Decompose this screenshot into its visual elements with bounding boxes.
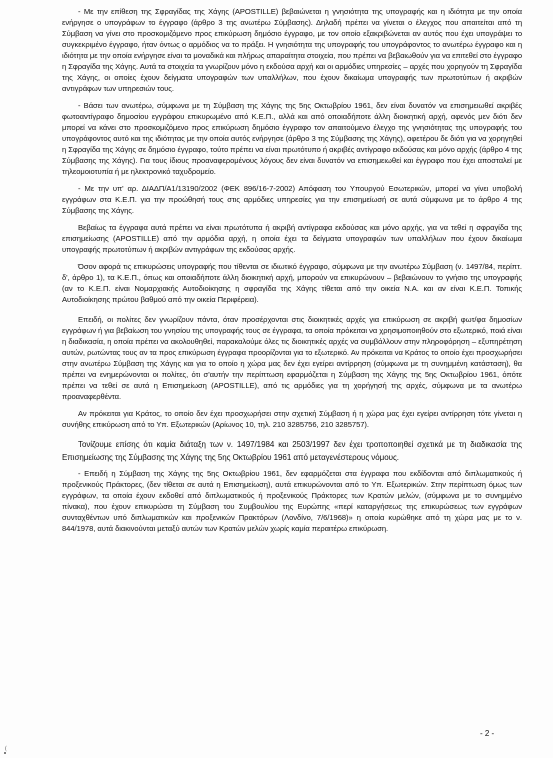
paragraph-photocopy-restriction: - Βάσει των ανωτέρω, σύμφωνα με τη Σύμβαση της Χάγης της 5ης Οκτωβρίου 1961, δεν είναι δυνατόν να επισημειωθεί ακριβές φωτοαντίγραφο δημοσίου εγγράφου επικυρωμένο από Κ.Ε.Π., αλλά και από οποιαδήποτε άλλη διοικητική αρχή, αφενός μεν διότι δεν μπορεί να κάνει στο προσκομιζόμενο προς επικύρωση δημόσιο έγγραφο τον απαιτούμενο έλεγχο της γνησιότητας της υπογραφής του υπογράφοντος αυτό και της ιδιότητας με την οποία αυτός ενήργησε (άρθρο 3 της Σύμβασης της Χάγης), αφετέρου δε διότι για να χορηγηθεί η Σφραγίδα της Χάγης σε δημόσιο έγγραφο, τούτο πρέπει να είναι πρωτότυπο ή ακριβές αντίγραφο εκδούσας και μόνο αρχής (άρθρο 4 της Σύμβασης της Χάγης). Για τους ίδιους προαναφερομένους λόγους δεν είναι δυνατόν να επισημειωθεί και έγγραφο που έχει αποσταλεί με τηλεομοιοτυπία ή με ηλεκτρονικό ταχυδρομείο. <box>62 101 522 176</box>
scan-dot <box>4 752 6 754</box>
paragraph-ministerial-decision: - Με την υπ' αρ. ΔΙΑΔΠ/Α1/13190/2002 (ΦΕΚ 896/16-7-2002) Απόφαση του Υπουργού Εσωτερικών, μπορεί να γίνει υποβολή εγγράφων στα Κ.Ε.Π. για την προώθησή τους στις αρμόδιες υπηρεσίες για την επισημείωσή σε αυτά σύμφωνα με το άρθρο 4 της Σύμβασης της Χάγης. <box>62 184 522 215</box>
document-body <box>62 6 522 540</box>
paragraph-originals-required: Βεβαίως τα έγγραφα αυτά πρέπει να είναι πρωτότυπα ή ακριβή αντίγραφα εκδούσας και μόνο αρχής, για να τεθεί η σφραγίδα της επισημείωσης (APOSTILLE) από την αρμόδια αρχή, η οποία έχει τα δείγματα υπογραφών των υπαλλήλων που έχουν δικαίωμα υπογραφής πρωτοτύπων ή ακριβών αντιγράφων της εκδούσας αρχής. <box>62 223 522 254</box>
paragraph-private-documents: Όσον αφορά τις επικυρώσεις υπογραφής που τίθενται σε ιδιωτικό έγγραφο, σύμφωνα με την ανωτέρω Σύμβαση (ν. 1497/84, περίπτ. δ', άρθρο 1), τα Κ.Ε.Π., όπως και οποιαδήποτε άλλη διοικητική αρχή, μπορούν να επικυρώνουν – βεβαιώνουν το γνήσιο της υπογραφής (αν το Κ.Ε.Π. είναι Νομαρχιακής Αυτοδιοίκησης η σφραγίδα της Χάγης τίθεται από την οικεία Ν.Α. και αν είναι Κ.Ε.Π. Τοπικής Αυτοδιοίκησης πρώτου βαθμού από την οικεία Περιφέρεια). <box>62 262 522 304</box>
margin-mark: ( <box>5 746 7 752</box>
paragraph-non-member-states: Αν πρόκειται για Κράτος, το οποίο δεν έχει προσχωρήσει στην σχετική Σύμβαση ή η χώρα μας έχει εγείρει αντίρρηση τότε γίνεται η συνήθης επικύρωση από το Υπ. Εξωτερικών (Αρίωνος 10, τηλ. 210 3285756, 210 3285757). <box>62 409 522 429</box>
page-number: - 2 - <box>480 729 495 738</box>
paragraph-apostille-verification: - Με την επίθεση της Σφραγίδας της Χάγης (APOSTILLE) βεβαιώνεται η γνησιότητα της υπογραφής και η ιδιότητα με την οποία ενήργησε ο υπογράφων το έγγραφο (άρθρο 3 της ανωτέρω Σύμβασης). Δηλαδή πρέπει να γίνεται ο έλεγχος που απαιτείται από τη Σύμβαση να γίνει στο προσκομιζόμενο προς επικύρωση δημόσιο έγγραφο, με τον οποίο εξακριβώνεται αν αυτός που έχει υπογράψει το συγκεκριμένο έγγραφο, ήταν όντως ο αρμόδιος να το πράξει. Η γνησιότητα της υπογραφής του υπογράφοντος το ανωτέρω έγγραφο και η ιδιότητα με την οποία ενήργησε είναι τα μοναδικά και πλήρως απαραίτητα στοιχεία, που πρέπει να βεβαιωθούν για να επιτεθεί στο έγγραφο η Σφραγίδα της Χάγης. Αυτά τα στοιχεία τα γνωρίζουν μόνο η εκδούσα αρχή και οι αρμόδιες υπηρεσίες – αρχές που χορηγούν τη Σφραγίδα της Χάγης, οι οποίες έχουν δείγματα υπογραφών των υπαλλήλων, που έχουν δικαίωμα υπογραφής των πρωτοτύπων ή ακριβών αντιγράφων των υπηρεσιών τους. <box>62 7 522 93</box>
paragraph-citizen-information: Επειδή, οι πολίτες δεν γνωρίζουν πάντα, όταν προσέρχονται στις διοικητικές αρχές για επικύρωση σε ακριβή φωτ/φα δημοσίων εγγράφων ή για βεβαίωση του γνησίου της υπογραφής τους σε έγγραφα, τα οποία πρόκειται να χρησιμοποιηθούν στο εξωτερικό, ποιά είναι η διαδικασία, η οποία πρέπει να ακολουθηθεί, παρακαλούμε όλες τις διοικητικές αρχές να συμβάλλουν στην πληροφόρηση – εξυπηρέτηση αυτών, ρωτώντας τους αν τα προς επικύρωση έγγραφα προορίζονται για το εξωτερικό. Αν πρόκειται να Κράτος το οποίο έχει προσχωρήσει στην ανωτέρω Σύμβαση της Χάγης και για το οποίο η χώρα μας δεν έχει εγείρει αντίρρηση (σύμφωνα με τη συνημμένη κατάσταση), θα πρέπει να ενημερώνονται οι πολίτες, ότι σ'αυτήν την περίπτωση εφαρμόζεται η Σύμβαση της Χάγης της 5ης Οκτωβρίου 1961, όπότε πρέπει να τεθεί σε αυτά η Επισημείωση (APOSTILLE), από τις αρμόδιες για τη χορήγησή της αρχές, σύμφωνα με τα ανωτέρω προαναφερθέντα. <box>62 315 522 401</box>
paragraph-diplomatic-documents: - Επειδή η Σύμβαση της Χάγης της 5ης Οκτωβρίου 1961, δεν εφαρμόζεται στα έγγραφα που εκδίδονται από διπλωματικούς ή προξενικούς Πράκτορες, (δεν τίθεται σε αυτά η Επισημείωση), αυτά επικυρώνονται από το Υπ. Εξωτερικών. Στην περίπτωση όμως των εγγράφων, τα οποία έχουν εκδοθεί από διπλωματικούς ή προξενικούς Πράκτορες των Κρατών μελών, (σύμφωνα με το συνημμένο πίνακα), που έχουν επικυρώσει τη Σύμβαση του Συμβουλίου της Ευρώπης «περί καταργήσεως της επικυρώσεως των εγγράφων συνταχθέντων υπό διπλωματικών και προξενικών Πρακτόρων (Λονδίνο, 7/6/1968)» η οποία κυρώθηκε από τη χώρα μας με το ν. 844/1978, αυτά διακινούνται μεταξύ αυτών των Κρατών μελών χωρίς καμία περαιτέρω επικύρωση. <box>62 469 522 533</box>
paragraph-no-amendment: Τονίζουμε επίσης ότι καμία διάταξη των ν. 1497/1984 και 2503/1997 δεν έχει τροποποιηθεί σχετικά με τη διαδικασία της Επισημείωσης της Σύμβασης της Χάγης της 5ης Οκτωβρίου 1961 από μεταγενέστερους νόμους. <box>62 440 522 462</box>
